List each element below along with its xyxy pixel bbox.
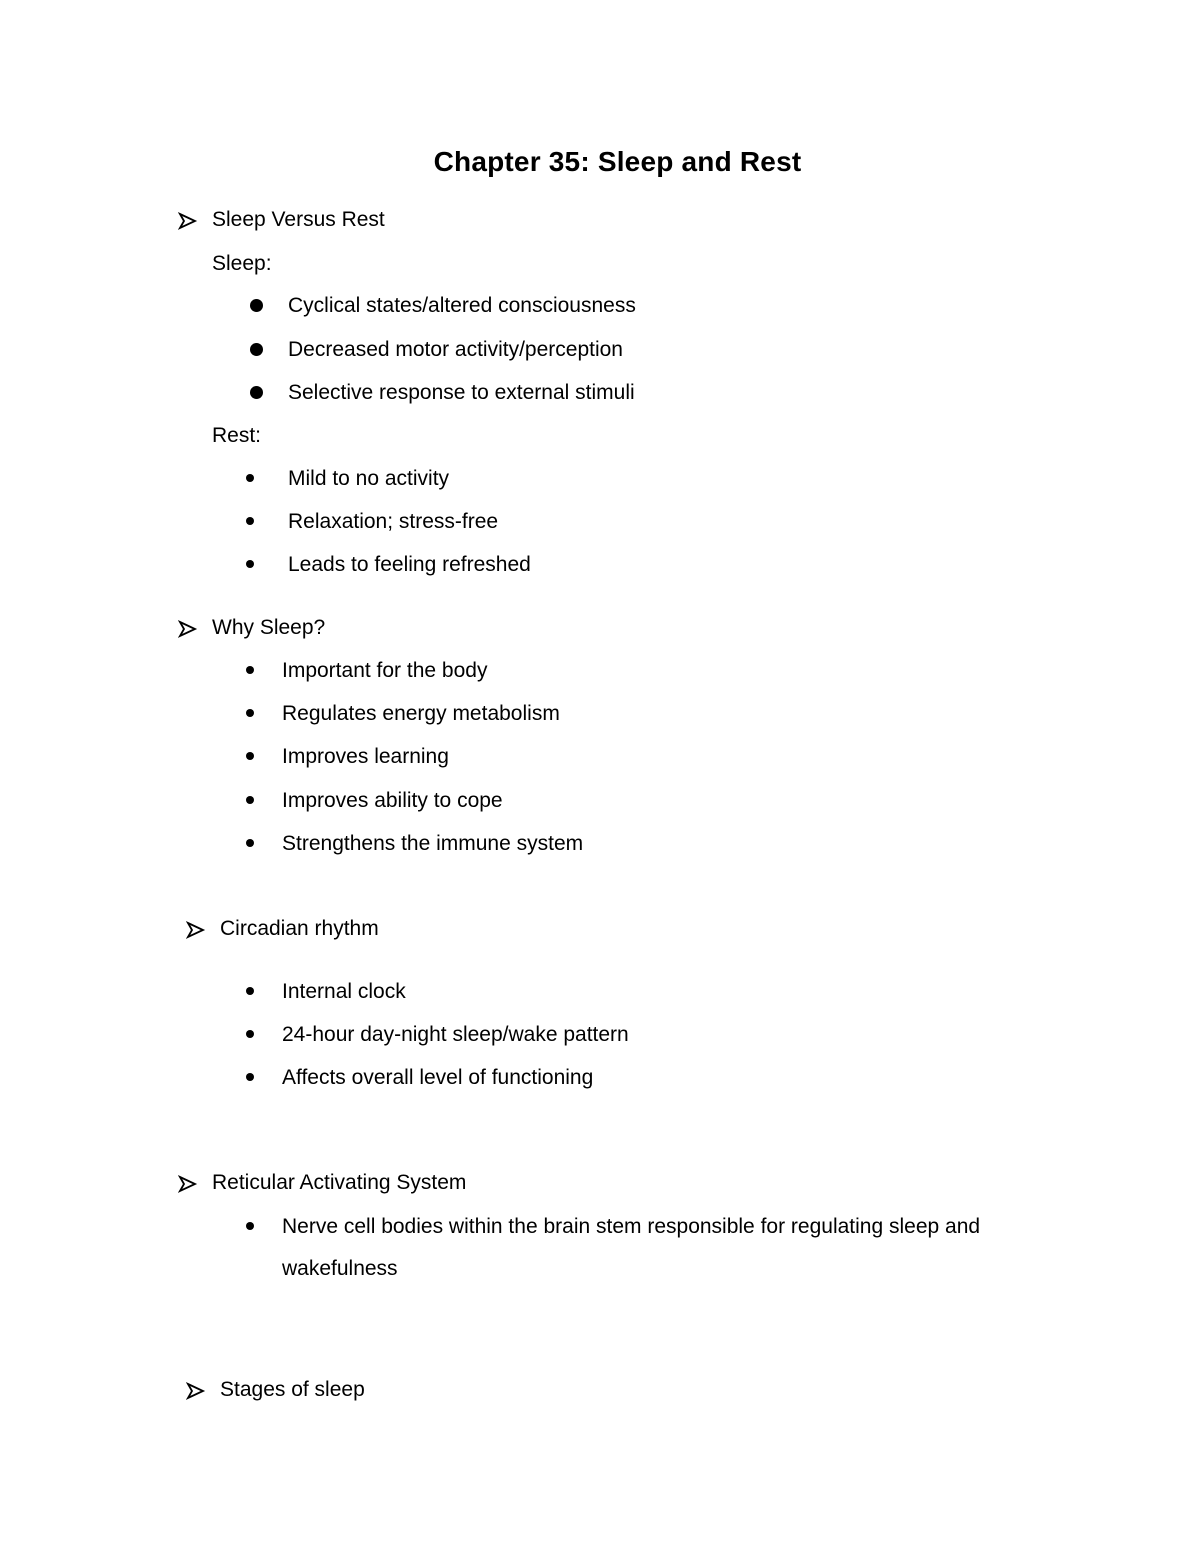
bullet-dot-icon <box>246 752 254 760</box>
section-heading-reticular-activating-system: Reticular Activating System <box>212 1171 467 1194</box>
list-item: Decreased motor activity/perception <box>288 338 623 361</box>
bullet-dot-icon <box>246 796 254 804</box>
list-item: Affects overall level of functioning <box>282 1066 594 1089</box>
bullet-dot-icon <box>246 560 254 568</box>
list-item: Leads to feeling refreshed <box>288 553 531 576</box>
arrow-bullet-icon <box>186 1381 206 1401</box>
section-heading-why-sleep: Why Sleep? <box>212 616 326 639</box>
arrow-bullet-icon <box>178 1174 198 1194</box>
bullet-dot-icon <box>246 517 254 525</box>
list-item: 24-hour day-night sleep/wake pattern <box>282 1023 629 1046</box>
list-item: Mild to no activity <box>288 467 450 490</box>
list-item: Strengthens the immune system <box>282 832 584 855</box>
list-item-continuation: wakefulness <box>282 1257 398 1280</box>
bullet-dot-icon <box>250 343 263 356</box>
bullet-dot-icon <box>250 386 263 399</box>
bullet-dot-icon <box>246 1030 254 1038</box>
bullet-dot-icon <box>246 987 254 995</box>
list-item: Cyclical states/altered consciousness <box>288 294 636 317</box>
arrow-bullet-icon <box>178 619 198 639</box>
bullet-dot-icon <box>246 666 254 674</box>
document-title: Chapter 35: Sleep and Rest <box>433 146 802 177</box>
list-item: Relaxation; stress-free <box>288 510 499 533</box>
bullet-dot-icon <box>246 474 254 482</box>
list-item: Important for the body <box>282 659 488 682</box>
list-item: Improves ability to cope <box>282 789 503 812</box>
subgroup-label-sleep: Sleep: <box>212 252 272 275</box>
section-heading-stages-of-sleep: Stages of sleep <box>220 1378 365 1401</box>
bullet-dot-icon <box>246 1222 254 1230</box>
subgroup-label-rest: Rest: <box>212 424 262 447</box>
arrow-bullet-icon <box>186 920 206 940</box>
list-item: Selective response to external stimuli <box>288 381 635 404</box>
list-item: Regulates energy metabolism <box>282 702 560 725</box>
list-item: Improves learning <box>282 745 449 768</box>
section-heading-sleep-versus-rest: Sleep Versus Rest <box>212 208 385 231</box>
list-item: Internal clock <box>282 980 406 1003</box>
section-heading-circadian-rhythm: Circadian rhythm <box>220 917 379 940</box>
bullet-dot-icon <box>246 1073 254 1081</box>
bullet-dot-icon <box>250 299 263 312</box>
bullet-dot-icon <box>246 709 254 717</box>
arrow-bullet-icon <box>178 211 198 231</box>
list-item: Nerve cell bodies within the brain stem responsible for regulating sleep and <box>282 1215 981 1238</box>
bullet-dot-icon <box>246 839 254 847</box>
